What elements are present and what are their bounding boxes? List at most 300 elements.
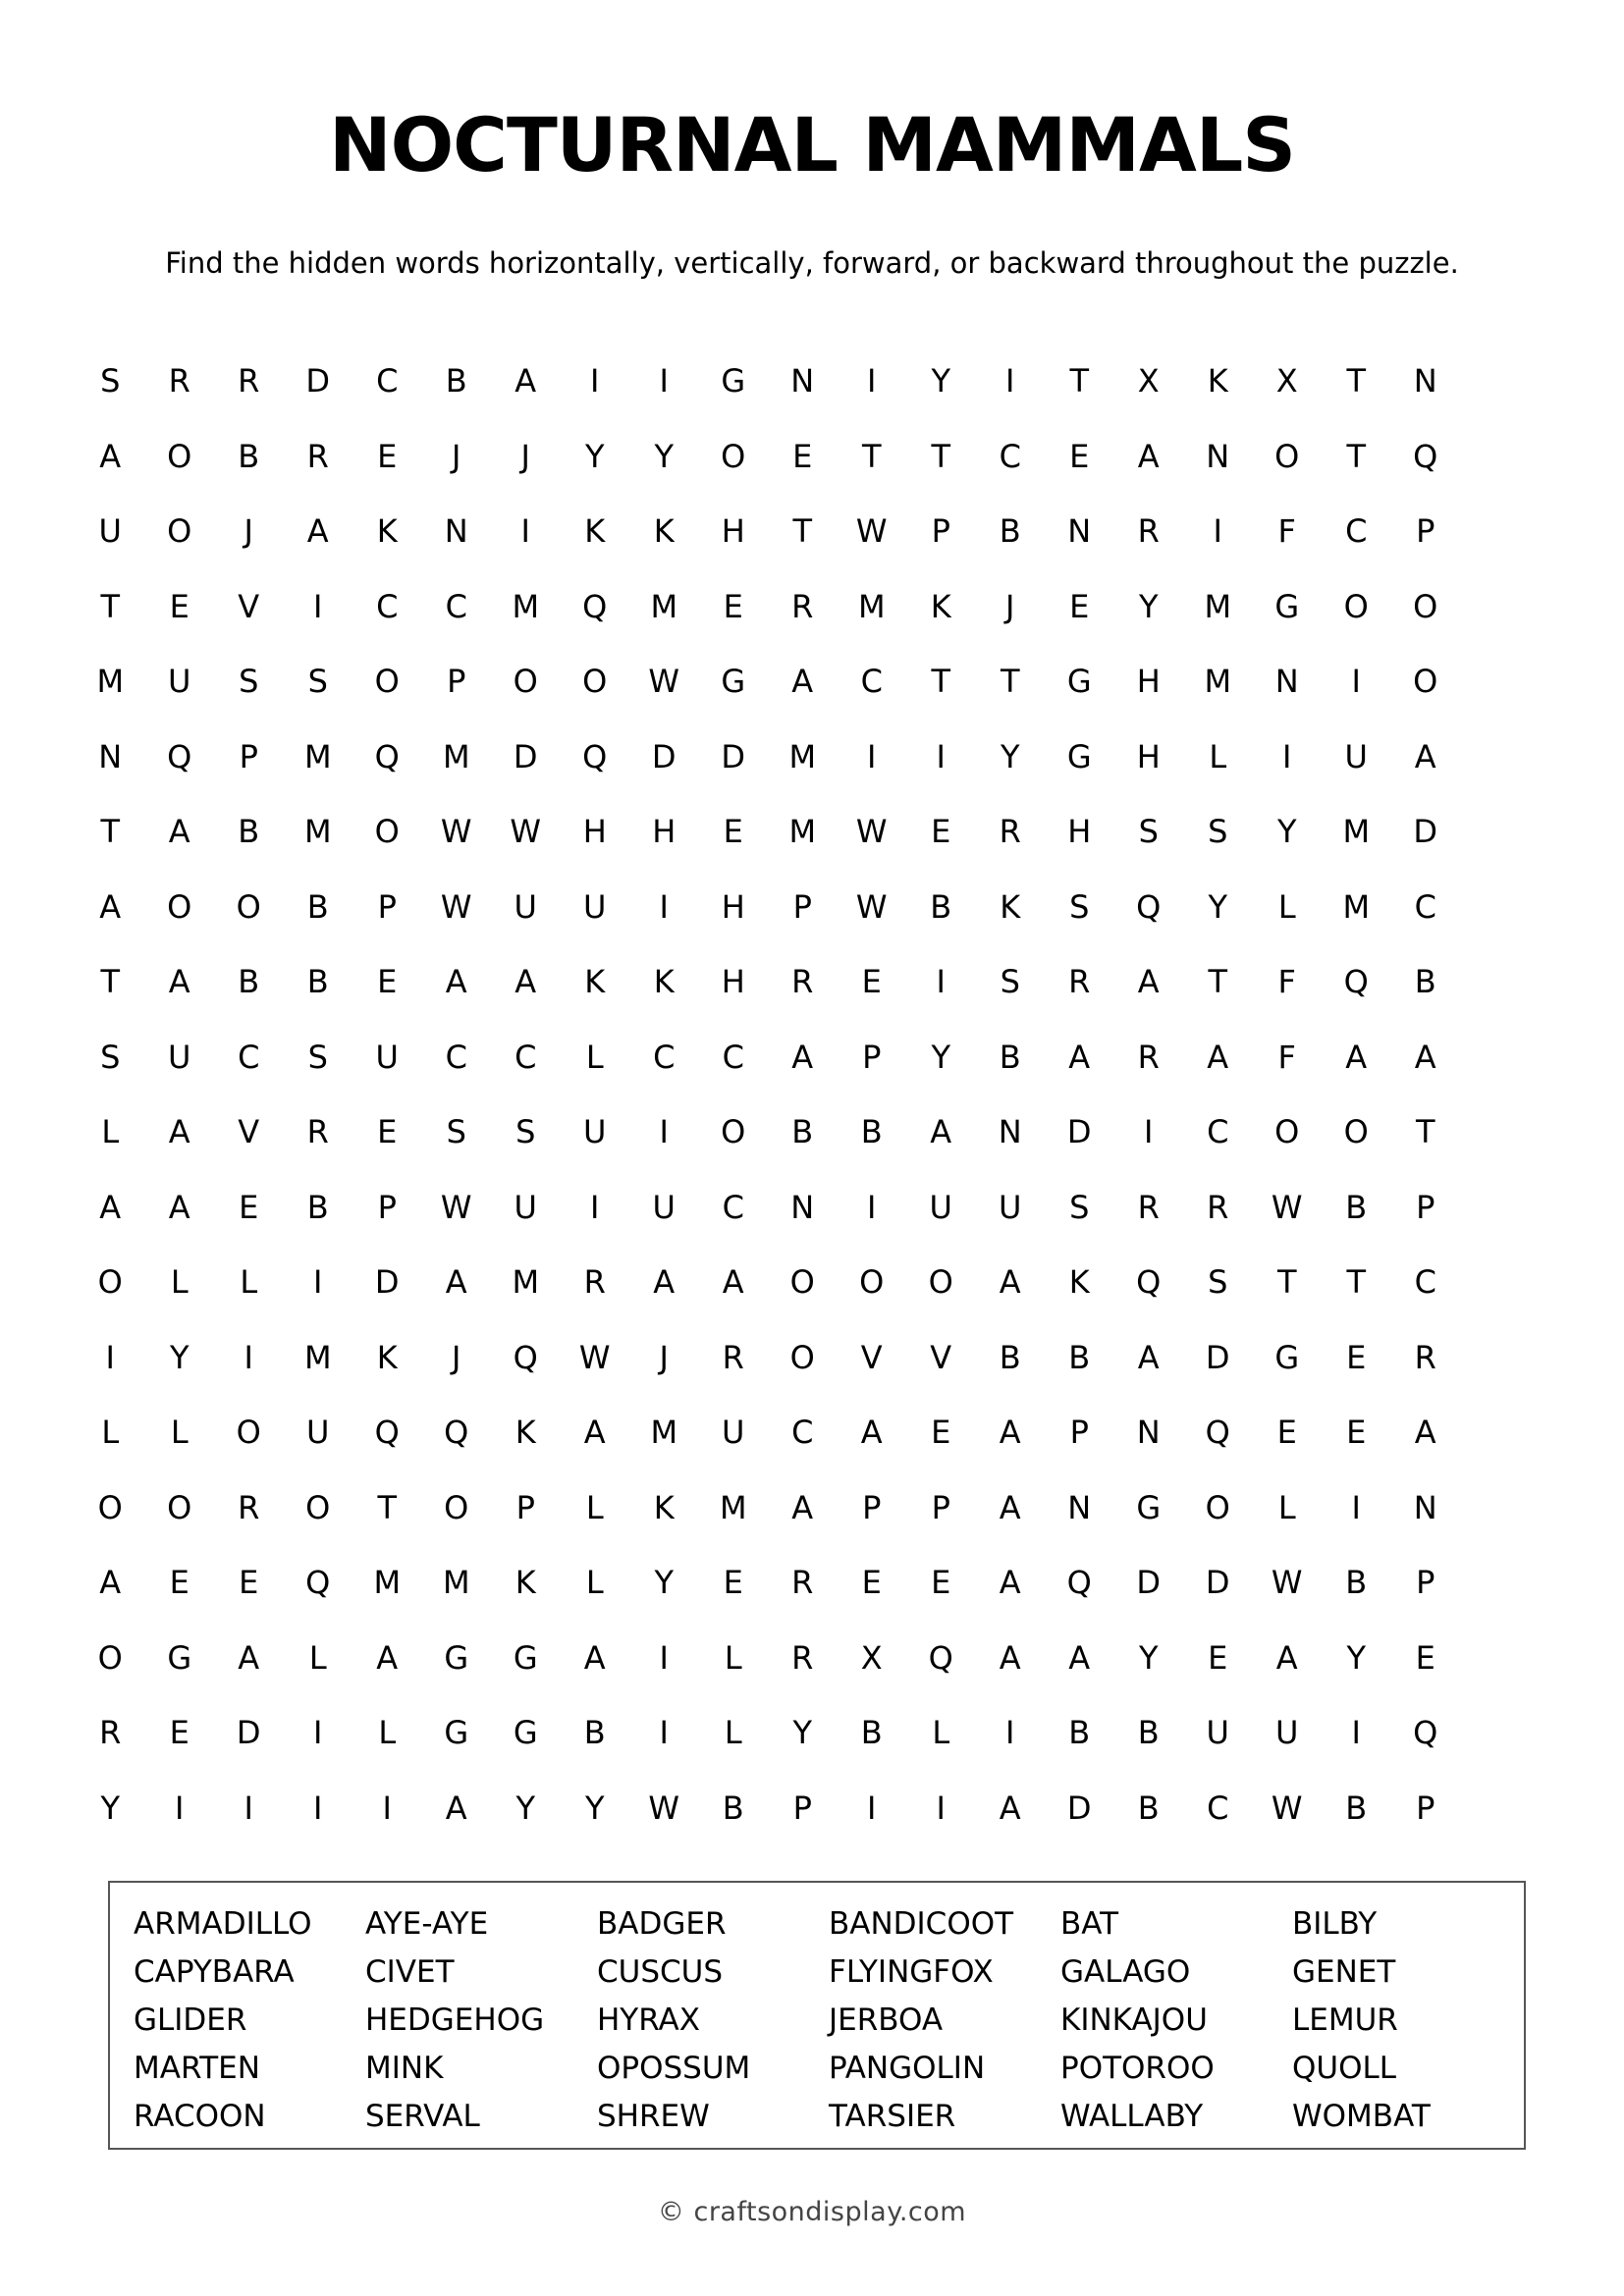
grid-cell: B — [999, 1038, 1021, 1076]
grid-cell: A — [1414, 737, 1436, 775]
grid-cell: P — [1416, 1564, 1435, 1602]
grid-cell: I — [1213, 512, 1222, 551]
grid-cell: P — [1416, 1188, 1435, 1226]
grid-cell: B — [445, 362, 467, 400]
grid-cell: J — [520, 437, 530, 475]
grid-cell: A — [999, 1414, 1021, 1452]
word-list-item: WOMBAT — [1292, 2099, 1431, 2134]
grid-cell: R — [791, 1638, 814, 1677]
grid-cell: L — [932, 1714, 950, 1752]
grid-cell: S — [100, 362, 121, 400]
grid-cell: I — [1005, 362, 1015, 400]
grid-cell: U — [168, 1038, 191, 1076]
letter-grid — [76, 344, 1460, 1845]
grid-cell: U — [999, 1188, 1022, 1226]
grid-cell: L — [724, 1638, 742, 1677]
grid-cell: E — [377, 437, 398, 475]
grid-cell: A — [860, 1414, 883, 1452]
grid-cell: G — [721, 663, 746, 701]
grid-cell: L — [1209, 737, 1227, 775]
grid-cell: W — [855, 512, 888, 551]
grid-cell: I — [382, 1789, 392, 1827]
grid-cell: R — [306, 1113, 329, 1151]
grid-cell: D — [236, 1714, 261, 1752]
grid-cell: P — [377, 1188, 397, 1226]
grid-cell: J — [244, 512, 253, 551]
grid-cell: A — [999, 1263, 1021, 1302]
word-list-box — [108, 1881, 1526, 2150]
grid-cell: A — [583, 1638, 606, 1677]
grid-cell: H — [721, 512, 745, 551]
grid-cell: R — [1137, 512, 1160, 551]
grid-cell: C — [791, 1414, 814, 1452]
grid-cell: E — [792, 437, 813, 475]
word-list-item: POTOROO — [1060, 2051, 1215, 2086]
grid-cell: W — [855, 887, 888, 926]
grid-cell: Q — [305, 1564, 331, 1602]
grid-cell: M — [442, 1564, 470, 1602]
grid-cell: E — [723, 1564, 743, 1602]
grid-cell: G — [721, 362, 746, 400]
word-list-item: GALAGO — [1060, 1954, 1191, 1990]
grid-cell: T — [1346, 437, 1367, 475]
grid-cell: M — [442, 737, 470, 775]
grid-cell: O — [167, 887, 192, 926]
grid-cell: S — [239, 663, 259, 701]
grid-cell: O — [97, 1638, 123, 1677]
grid-cell: S — [1000, 963, 1020, 1001]
grid-cell: E — [1346, 1414, 1367, 1452]
grid-cell: A — [238, 1638, 260, 1677]
grid-cell: U — [929, 1188, 952, 1226]
grid-cell: Q — [513, 1338, 538, 1376]
word-list-item: HYRAX — [597, 2002, 700, 2038]
grid-cell: B — [1137, 1714, 1160, 1752]
grid-cell: C — [445, 1038, 467, 1076]
grid-cell: A — [445, 1789, 467, 1827]
grid-cell: R — [791, 963, 814, 1001]
grid-cell: E — [1346, 1338, 1367, 1376]
grid-cell: T — [100, 813, 121, 851]
grid-cell: Y — [1346, 1638, 1367, 1677]
grid-cell: Q — [1136, 887, 1162, 926]
grid-cell: R — [1137, 1188, 1160, 1226]
grid-cell: H — [1136, 737, 1161, 775]
word-list-item: BAT — [1060, 1906, 1119, 1942]
grid-cell: R — [1207, 1188, 1229, 1226]
grid-cell: Y — [1276, 813, 1297, 851]
grid-cell: Q — [928, 1638, 953, 1677]
grid-cell: S — [1208, 1263, 1228, 1302]
grid-cell: D — [651, 737, 677, 775]
grid-cell: E — [239, 1564, 259, 1602]
grid-cell: R — [238, 362, 260, 400]
grid-cell: I — [1351, 663, 1361, 701]
grid-cell: W — [1271, 1564, 1303, 1602]
word-list-item: GLIDER — [134, 2002, 247, 2038]
grid-cell: L — [1277, 1488, 1296, 1526]
grid-cell: M — [788, 813, 817, 851]
grid-cell: S — [1069, 887, 1090, 926]
grid-cell: U — [168, 663, 191, 701]
grid-cell: Y — [1000, 737, 1020, 775]
grid-cell: Y — [584, 437, 605, 475]
grid-cell: A — [306, 512, 329, 551]
word-list-item: SERVAL — [365, 2099, 480, 2134]
grid-cell: M — [719, 1488, 747, 1526]
grid-cell: P — [792, 1789, 812, 1827]
word-list-item: CIVET — [365, 1954, 455, 1990]
grid-cell: I — [936, 737, 946, 775]
grid-cell: K — [653, 963, 675, 1001]
grid-cell: G — [513, 1638, 538, 1677]
grid-cell: P — [792, 887, 812, 926]
grid-cell: B — [306, 887, 329, 926]
grid-cell: E — [169, 587, 189, 625]
grid-cell: A — [1068, 1638, 1091, 1677]
grid-cell: M — [512, 587, 540, 625]
grid-cell: T — [1415, 1113, 1435, 1151]
word-list-item: TARSIER — [829, 2099, 956, 2134]
grid-cell: F — [1277, 1038, 1296, 1076]
grid-cell: E — [1415, 1638, 1435, 1677]
grid-cell: A — [999, 1488, 1021, 1526]
grid-cell: U — [1344, 737, 1368, 775]
grid-cell: E — [931, 1414, 951, 1452]
grid-cell: R — [1068, 963, 1091, 1001]
grid-cell: O — [1274, 437, 1300, 475]
grid-cell: Y — [1208, 887, 1228, 926]
grid-cell: B — [1068, 1714, 1091, 1752]
grid-cell: A — [791, 1038, 814, 1076]
grid-cell: N — [790, 1188, 815, 1226]
grid-cell: E — [377, 963, 398, 1001]
grid-cell: O — [167, 1488, 192, 1526]
grid-cell: Q — [167, 737, 192, 775]
grid-cell: M — [373, 1564, 402, 1602]
grid-cell: L — [585, 1038, 604, 1076]
grid-cell: I — [659, 1113, 669, 1151]
grid-cell: A — [514, 362, 537, 400]
word-list-item: LEMUR — [1292, 2002, 1398, 2038]
grid-cell: K — [514, 1414, 536, 1452]
grid-cell: U — [583, 1113, 607, 1151]
grid-cell: I — [244, 1789, 253, 1827]
grid-cell: I — [244, 1338, 253, 1376]
grid-cell: O — [1274, 1113, 1300, 1151]
grid-cell: R — [306, 437, 329, 475]
grid-cell: M — [788, 737, 817, 775]
grid-cell: K — [584, 963, 606, 1001]
grid-cell: C — [653, 1038, 676, 1076]
grid-cell: I — [105, 1338, 115, 1376]
grid-cell: A — [1207, 1038, 1229, 1076]
grid-cell: G — [1066, 663, 1092, 701]
grid-cell: W — [440, 1188, 472, 1226]
grid-cell: Q — [582, 587, 608, 625]
grid-cell: B — [722, 1789, 744, 1827]
grid-cell: H — [652, 813, 677, 851]
grid-cell: G — [1066, 737, 1092, 775]
grid-cell: J — [452, 1338, 461, 1376]
grid-cell: U — [652, 1188, 676, 1226]
grid-cell: C — [1345, 512, 1368, 551]
grid-cell: A — [514, 963, 537, 1001]
grid-cell: I — [659, 362, 669, 400]
grid-cell: N — [1413, 362, 1437, 400]
word-list-item: JERBOA — [829, 2002, 944, 2038]
grid-cell: P — [1416, 1789, 1435, 1827]
grid-cell: T — [1276, 1263, 1297, 1302]
grid-cell: D — [721, 737, 746, 775]
grid-cell: K — [376, 1338, 398, 1376]
grid-cell: A — [1414, 1038, 1436, 1076]
grid-cell: I — [175, 1789, 185, 1827]
word-list-item: HEDGEHOG — [365, 2002, 545, 2038]
grid-cell: C — [376, 587, 399, 625]
grid-cell: A — [99, 1188, 122, 1226]
grid-cell: O — [1343, 587, 1369, 625]
word-list-item: CAPYBARA — [134, 1954, 295, 1990]
grid-cell: O — [928, 1263, 953, 1302]
grid-cell: M — [650, 587, 678, 625]
grid-cell: A — [999, 1638, 1021, 1677]
grid-cell: O — [513, 663, 538, 701]
grid-cell: P — [377, 887, 397, 926]
grid-cell: P — [515, 1488, 535, 1526]
grid-cell: P — [931, 1488, 950, 1526]
grid-cell: J — [1005, 587, 1015, 625]
word-list-item: FLYINGFOX — [829, 1954, 994, 1990]
grid-cell: A — [99, 437, 122, 475]
grid-cell: E — [931, 813, 951, 851]
grid-cell: C — [999, 437, 1021, 475]
grid-cell: I — [590, 362, 600, 400]
grid-cell: M — [1204, 663, 1232, 701]
grid-cell: G — [1274, 587, 1300, 625]
word-list-item: RACOON — [134, 2099, 266, 2134]
grid-cell: Y — [1138, 1638, 1159, 1677]
grid-cell: O — [1413, 587, 1438, 625]
grid-cell: A — [445, 1263, 467, 1302]
grid-cell: L — [170, 1263, 189, 1302]
grid-cell: E — [1069, 437, 1090, 475]
grid-cell: Q — [374, 1414, 400, 1452]
grid-cell: R — [99, 1714, 122, 1752]
grid-cell: A — [168, 1188, 190, 1226]
grid-cell: E — [169, 1714, 189, 1752]
page-title: NOCTURNAL MAMMALS — [328, 101, 1296, 188]
grid-cell: R — [583, 1263, 606, 1302]
grid-cell: N — [1067, 512, 1092, 551]
grid-cell: B — [999, 512, 1021, 551]
grid-cell: S — [307, 1038, 328, 1076]
grid-cell: T — [931, 663, 951, 701]
grid-cell: O — [582, 663, 608, 701]
grid-cell: E — [723, 587, 743, 625]
grid-cell: L — [378, 1714, 397, 1752]
grid-cell: E — [1276, 1414, 1297, 1452]
grid-cell: K — [376, 512, 398, 551]
grid-cell: A — [999, 1789, 1021, 1827]
grid-cell: F — [1277, 512, 1296, 551]
grid-cell: A — [1068, 1038, 1091, 1076]
grid-cell: H — [582, 813, 607, 851]
grid-cell: A — [930, 1113, 952, 1151]
grid-cell: M — [857, 587, 886, 625]
grid-cell: P — [447, 663, 466, 701]
grid-cell: O — [236, 887, 261, 926]
grid-cell: P — [1416, 512, 1435, 551]
grid-cell: A — [168, 1113, 190, 1151]
grid-cell: T — [1069, 362, 1090, 400]
grid-cell: U — [1206, 1714, 1229, 1752]
grid-cell: T — [931, 437, 951, 475]
grid-cell: Q — [1136, 1263, 1162, 1302]
grid-cell: R — [791, 587, 814, 625]
grid-cell: R — [1137, 1038, 1160, 1076]
grid-cell: Q — [582, 737, 608, 775]
grid-cell: A — [583, 1414, 606, 1452]
grid-cell: P — [1069, 1414, 1089, 1452]
grid-cell: A — [1345, 1038, 1368, 1076]
grid-cell: U — [375, 1038, 399, 1076]
grid-cell: K — [514, 1564, 536, 1602]
grid-cell: W — [510, 813, 542, 851]
grid-cell: A — [999, 1564, 1021, 1602]
grid-cell: I — [1282, 737, 1292, 775]
grid-cell: U — [514, 887, 537, 926]
grid-cell: S — [307, 663, 328, 701]
grid-cell: D — [305, 362, 331, 400]
grid-cell: Y — [654, 437, 675, 475]
grid-cell: N — [998, 1113, 1022, 1151]
footer-credit: © craftsondisplay.com — [657, 2197, 967, 2227]
grid-cell: E — [861, 1564, 882, 1602]
grid-cell: O — [97, 1263, 123, 1302]
grid-cell: D — [1066, 1113, 1092, 1151]
grid-cell: T — [1208, 963, 1228, 1001]
grid-cell: U — [306, 1414, 330, 1452]
grid-cell: T — [1346, 362, 1367, 400]
grid-cell: T — [1346, 1263, 1367, 1302]
grid-cell: H — [1136, 663, 1161, 701]
grid-cell: K — [1000, 887, 1021, 926]
grid-cell: R — [1414, 1338, 1436, 1376]
word-list-item: QUOLL — [1292, 2051, 1397, 2086]
grid-cell: O — [1205, 1488, 1230, 1526]
grid-cell: O — [721, 437, 746, 475]
grid-cell: B — [791, 1113, 814, 1151]
grid-cell: M — [96, 663, 125, 701]
grid-cell: N — [1206, 437, 1230, 475]
grid-cell: W — [855, 813, 888, 851]
word-list-item: ARMADILLO — [134, 1906, 312, 1942]
grid-cell: L — [170, 1414, 189, 1452]
grid-cell: T — [792, 512, 813, 551]
grid-cell: I — [1005, 1714, 1015, 1752]
grid-cell: O — [789, 1263, 815, 1302]
grid-cell: C — [238, 1038, 260, 1076]
grid-cell: I — [590, 1188, 600, 1226]
grid-cell: D — [1136, 1564, 1162, 1602]
grid-cell: Y — [931, 362, 951, 400]
grid-cell: O — [1413, 663, 1438, 701]
grid-cell: R — [791, 1564, 814, 1602]
grid-cell: O — [721, 1113, 746, 1151]
grid-cell: O — [1343, 1113, 1369, 1151]
word-list-item: GENET — [1292, 1954, 1396, 1990]
grid-cell: Q — [1343, 963, 1369, 1001]
grid-cell: L — [585, 1564, 604, 1602]
grid-cell: A — [791, 1488, 814, 1526]
grid-cell: R — [168, 362, 190, 400]
grid-cell: Q — [1413, 1714, 1438, 1752]
word-list-item: BANDICOOT — [829, 1906, 1014, 1942]
grid-cell: K — [653, 512, 675, 551]
word-list-item: BADGER — [597, 1906, 727, 1942]
grid-cell: A — [1137, 437, 1160, 475]
grid-cell: K — [1207, 362, 1228, 400]
grid-cell: C — [514, 1038, 537, 1076]
grid-cell: B — [238, 963, 260, 1001]
grid-cell: I — [659, 1638, 669, 1677]
grid-cell: O — [789, 1338, 815, 1376]
grid-cell: B — [306, 1188, 329, 1226]
grid-cell: I — [867, 1188, 877, 1226]
grid-cell: W — [440, 887, 472, 926]
grid-cell: E — [931, 1564, 951, 1602]
grid-cell: I — [313, 587, 323, 625]
grid-cell: L — [308, 1638, 327, 1677]
word-list-item: AYE-AYE — [365, 1906, 489, 1942]
grid-cell: M — [303, 737, 332, 775]
grid-cell: R — [722, 1338, 744, 1376]
grid-cell: Q — [1205, 1414, 1230, 1452]
grid-cell: L — [101, 1113, 120, 1151]
grid-cell: N — [444, 512, 468, 551]
grid-cell: K — [584, 512, 606, 551]
grid-cell: A — [168, 963, 190, 1001]
grid-cell: A — [653, 1263, 676, 1302]
grid-cell: Q — [444, 1414, 469, 1452]
grid-cell: K — [930, 587, 951, 625]
grid-cell: B — [583, 1714, 606, 1752]
grid-cell: N — [1067, 1488, 1092, 1526]
grid-cell: Y — [515, 1789, 536, 1827]
grid-cell: I — [313, 1789, 323, 1827]
grid-cell: U — [1275, 1714, 1299, 1752]
grid-cell: P — [862, 1488, 882, 1526]
grid-cell: R — [999, 813, 1021, 851]
grid-cell: O — [374, 813, 400, 851]
grid-cell: Q — [1413, 437, 1438, 475]
grid-cell: J — [452, 437, 461, 475]
grid-cell: S — [1208, 813, 1228, 851]
grid-cell: H — [721, 887, 745, 926]
grid-cell: G — [167, 1638, 192, 1677]
grid-cell: H — [721, 963, 745, 1001]
grid-cell: G — [1274, 1338, 1300, 1376]
word-list-item: KINKAJOU — [1060, 2002, 1208, 2038]
grid-cell: D — [1205, 1564, 1230, 1602]
grid-cell: V — [930, 1338, 952, 1376]
grid-cell: D — [1205, 1338, 1230, 1376]
grid-cell: A — [1137, 1338, 1160, 1376]
grid-cell: C — [445, 587, 467, 625]
grid-cell: Y — [100, 1789, 121, 1827]
grid-cell: Y — [792, 1714, 813, 1752]
